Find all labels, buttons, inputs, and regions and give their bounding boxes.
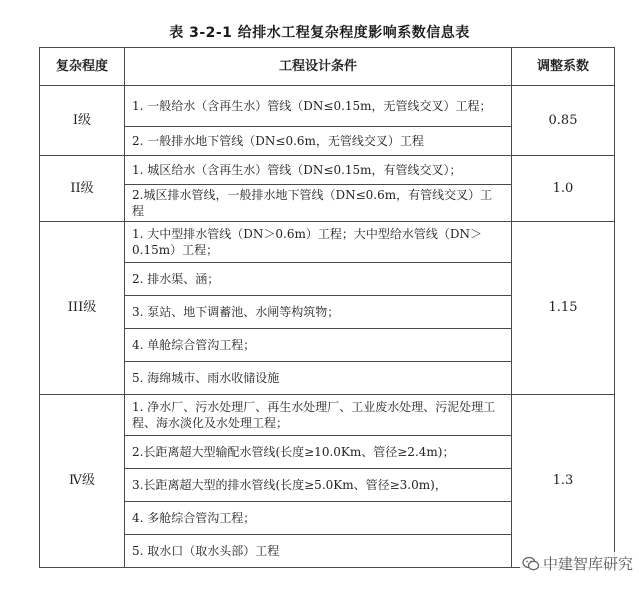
condition-cell: 5. 海绵城市、雨水收储设施 xyxy=(125,362,512,395)
table-row xyxy=(40,86,615,127)
condition-cell: 2. 一般排水地下管线（DN≤0.6m，无管线交叉）工程 xyxy=(125,127,512,156)
level-cell: I级 xyxy=(40,86,125,156)
header-coef: 调整系数 xyxy=(512,48,615,86)
condition-cell: 3. 泵站、地下调蓄池、水闸等构筑物； xyxy=(125,296,512,329)
coef-cell: 1.0 xyxy=(512,156,615,222)
header-row xyxy=(40,48,615,86)
condition-cell: 5. 取水口（取水头部）工程 xyxy=(125,535,512,568)
condition-cell: 4. 多舱综合管沟工程； xyxy=(125,502,512,535)
watermark xyxy=(520,552,635,575)
watermark-text: 中建智库研究 xyxy=(542,555,633,573)
coef-cell: 0.85 xyxy=(512,86,615,156)
coef-cell: 1.3 xyxy=(512,395,615,568)
condition-cell: 1. 城区给水（含再生水）管线（DN≤0.15m，有管线交叉）； xyxy=(125,156,512,185)
level-cell: III级 xyxy=(40,222,125,395)
condition-cell: 1. 大中型排水管线（DN＞0.6m）工程；大中型给水管线（DN＞0.15m）工程； xyxy=(125,222,512,263)
condition-cell: 4. 单舱综合管沟工程； xyxy=(125,329,512,362)
condition-cell: 2. 排水渠、涵； xyxy=(125,263,512,296)
condition-cell: 1. 一般给水（含再生水）管线（DN≤0.15m，无管线交叉）工程； xyxy=(125,86,512,127)
table-row xyxy=(40,222,615,263)
condition-cell: 2.城区排水管线，一般排水地下管线（DN≤0.6m，有管线交叉）工程 xyxy=(125,185,512,222)
coef-cell: 1.15 xyxy=(512,222,615,395)
level-cell: Ⅳ级 xyxy=(40,395,125,568)
complexity-coefficient-table xyxy=(39,47,615,568)
level-cell: II级 xyxy=(40,156,125,222)
condition-cell: 3.长距离超大型的排水管线(长度≥5.0Km、管径≥3.0m)， xyxy=(125,469,512,502)
condition-cell: 2.长距离超大型输配水管线(长度≥10.0Km、管径≥2.4m)； xyxy=(125,436,512,469)
header-level: 复杂程度 xyxy=(40,48,125,86)
table-title: 表 3-2-1 给排水工程复杂程度影响系数信息表 xyxy=(169,25,470,41)
table-row xyxy=(40,156,615,185)
header-condition: 工程设计条件 xyxy=(125,48,512,86)
wechat-icon xyxy=(522,556,540,572)
condition-cell: 1. 净水厂、污水处理厂、再生水处理厂、工业废水处理、污泥处理工程、海水淡化及水处理工程； xyxy=(125,395,512,436)
table-row xyxy=(40,395,615,436)
